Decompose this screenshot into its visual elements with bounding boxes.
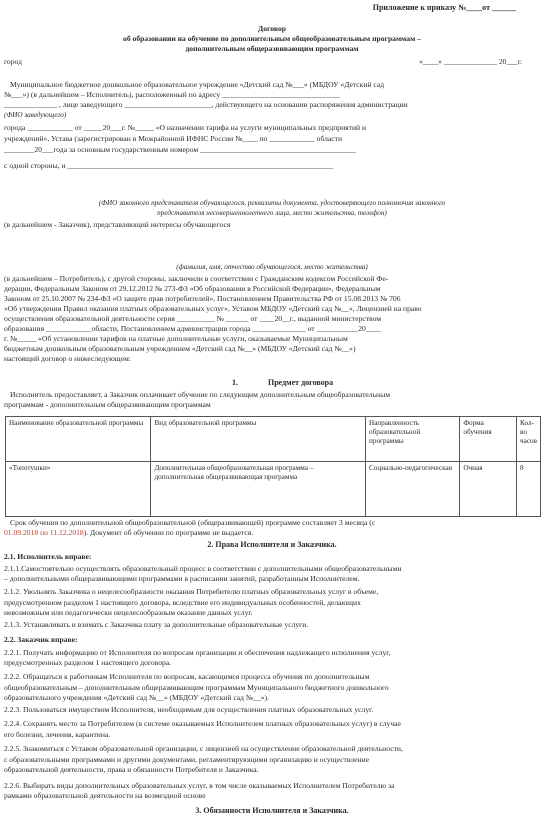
consumer-line: бюджетным дошкольным образовательным учреждением «Детский сад №__» (МБДОУ «Детский сад №__») [4, 344, 356, 353]
document-title: Договор [258, 24, 286, 33]
intro-line: ______________ , лице заведующего _______________________, действующего на основании распоряжения администрации [4, 100, 408, 109]
consumer-line: г. №_____ «Об установлении тарифов на платные дополнительные услуги, оказываемые Муниципальным [4, 334, 348, 343]
table-header-row [6, 417, 541, 462]
consumer-line: осуществления образовательной деятельности серия __________ № ______ от ____20__г., выданной министерством [4, 314, 382, 323]
table-cell: Дополнительная общеобразовательная программа – дополнительная общеразвивающая программа [151, 462, 366, 517]
section2-line: образовательной деятельности, права и обязанности Потребителя и Заказчика. [4, 765, 259, 774]
consumer-line: дерации, Федеральным Законом от 29.12.2012 № 273-ФЗ «Об образовании в Российской Федерации», Федеральным [4, 284, 381, 293]
consumer-line: настоящий договор о нижеследующем: [4, 354, 131, 363]
section2-line: 2.2. Заказчик вправе: [4, 635, 78, 644]
parent-caption: (ФИО законного представителя обучающегося, реквизиты документа, удостоверяющего полномочия законного [98, 199, 446, 207]
section2-line: рамками образовательной деятельности на возмездной основе [4, 791, 206, 800]
section2-line: 2.2.5. Знакомиться с Уставом образовательной организации, с лицензией на осуществление образовательной деятельности, [4, 744, 403, 753]
table-header: Вид образовательной программы [151, 417, 366, 462]
consumer-line: образования ____________области, Постановлением администрации города ______________ от ___________20____ [4, 324, 382, 333]
term-line: Срок обучения по дополнительной общеобразовательной (общеразвивающей) программе составляет 3 месяца (с [10, 518, 376, 527]
consumer-line: «Об утверждении Правил оказания платных образовательных услуг», Уставом МБДОУ «Детский сад №__», Лицензией на право [4, 304, 422, 313]
table-header: Наименование образовательной программы [6, 417, 151, 462]
intro-line: ________20___года за основным государственным номером _________________________________________ [4, 145, 356, 154]
table-cell: Очная [460, 462, 517, 517]
intro-line: учреждений», Устава (зарегистрирован в Межрайонной ИФНС России №____ по ____________ области [4, 134, 343, 143]
section3-title: 3. Обязанности Исполнителя и Заказчика. [195, 806, 349, 815]
intro-line: Муниципальное бюджетное дошкольное образовательное учреждение «Детский сад №___» (МБДОУ «Детский сад [10, 80, 385, 89]
section2-line: 2.2.3. Пользоваться имуществом Исполнителя, необходимым для осуществления платных образовательных услуг. [4, 705, 374, 714]
section1-text: Исполнитель предоставляет, а Заказчик оплачивает обучение по следующим дополнительным общеобразовательным [10, 390, 391, 399]
section1-title: Предмет договора [268, 378, 334, 387]
section2-line: 2.1.1.Самостоятельно осуществлять образовательный процесс в соответствии с дополнительными общеобразовательными [4, 564, 402, 573]
table-cell: «Топотушки» [6, 462, 151, 517]
programs-table [5, 416, 541, 517]
table-header: Направленность образовательной программы [366, 417, 460, 462]
document-subtitle-2: дополнительным общеразвивающим программам [185, 44, 359, 53]
contract-date: «____» ______________ 20___г. [419, 57, 522, 66]
section2-line: 2.2.1. Получать информацию от Исполнителя по вопросам организации и обеспечения надлежащего исполнения услуг, [4, 648, 391, 657]
section2-line: 2.1. Исполнитель вправе: [4, 552, 92, 561]
section2-line: 2.1.2. Увольнять Заказчика о нецелесообразности оказания Потребителю платных образовательных услуг в объеме, [4, 587, 379, 596]
student-caption: (фамилия, имя, отчество обучающегося, место жительства) [176, 263, 368, 271]
section2-line: общеобразовательным – дополнительным общеразвивающим программам Муниципального бюджетного дошкольного [4, 683, 389, 692]
table-cell: 8 [517, 462, 541, 517]
parent-role: (в дальнейшем - Заказчик), представляющий интересы обучающегося [4, 220, 231, 229]
section1-text: программам - дополнительным общеразвивающим программам [4, 400, 211, 409]
term-dates: 01.09.2018 по 11.12.2018 [4, 528, 84, 537]
term-line-2 [4, 528, 253, 538]
section2-line: предусмотренных разделом 1 настоящего договора. [4, 658, 172, 667]
consumer-line: Законом от 25.10.2007 № 234-ФЗ «О защите прав потребителей», Постановлением Правительства РФ от 15.08.2013 № 706 [4, 294, 401, 303]
section1-number: 1. [232, 378, 238, 387]
section2-line: – дополнительными общеразвивающими программами в расписании занятий, разработанным Исполнителем. [4, 574, 360, 583]
consumer-line: (в дальнейшем – Потребитель), с другой стороны, заключили в соответствии с Гражданским кодексом Российской Фе- [4, 274, 389, 283]
document-subtitle-1: об образовании на обучение по дополнительным общеобразовательным программам – [123, 34, 421, 43]
intro-line: с одной стороны, и ______________________________________________________________________ [4, 161, 334, 170]
section2-line: 2.2.6. Выбирать виды дополнительных образовательных услуг, в том числе оказываемых Исполнителем Потребителю за [4, 781, 395, 790]
section2-line: 2.2.4. Сохранять место за Потребителем (в системе оказываемых Исполнителем платных образовательных услуг) в случае [4, 719, 401, 728]
term-rest: ). Документ об обучении по программе не выдается. [83, 528, 254, 537]
table-cell: Социально-педагогическая [366, 462, 460, 517]
table-header: Форма обучения [460, 417, 517, 462]
parent-caption: представителя несовершеннолетнего лица, место жительства, телефон) [157, 209, 387, 217]
section2-line: предусмотренном разделом 1 настоящего договора, вследствие его индивидуальных особенностей, делающих [4, 598, 361, 607]
section2-line: 2.1.3. Устанавливать и взимать с Заказчика плату за дополнительные образовательные услуги. [4, 620, 309, 629]
section2-line: образовательного учреждения «Детский сад №__» (МБДОУ «Детский сад №__»). [4, 693, 269, 702]
section2-title: 2. Права Исполнителя и Заказчика. [207, 540, 337, 549]
section2-line: с образовательными программами и другими документами, регламентирующими организацию и осуществление [4, 755, 369, 764]
section2-line: его болезни, лечения, карантина. [4, 730, 111, 739]
intro-caption: (ФИО заведующего) [4, 111, 67, 119]
table-row [6, 462, 541, 517]
section2-line: невозможным или педагогически нецелесообразным оказание данных услуг. [4, 608, 253, 617]
intro-line: №___») (в дальнейшем – Исполнитель), расположенный по адресу _______________________________ [4, 90, 340, 99]
table-header: Кол-во часов [517, 417, 541, 462]
city-label: город [4, 57, 22, 66]
section2-line: 2.2.2. Обращаться к работникам Исполнителя по вопросам, касающимся процесса обучения по дополнительным [4, 672, 370, 681]
attachment-note: Приложение к приказу №____от ______ [372, 3, 516, 12]
intro-line: города ____________ от _____20___г. №_____ «О назначении тарифа на услуги муниципальных предприятий и [4, 123, 367, 132]
